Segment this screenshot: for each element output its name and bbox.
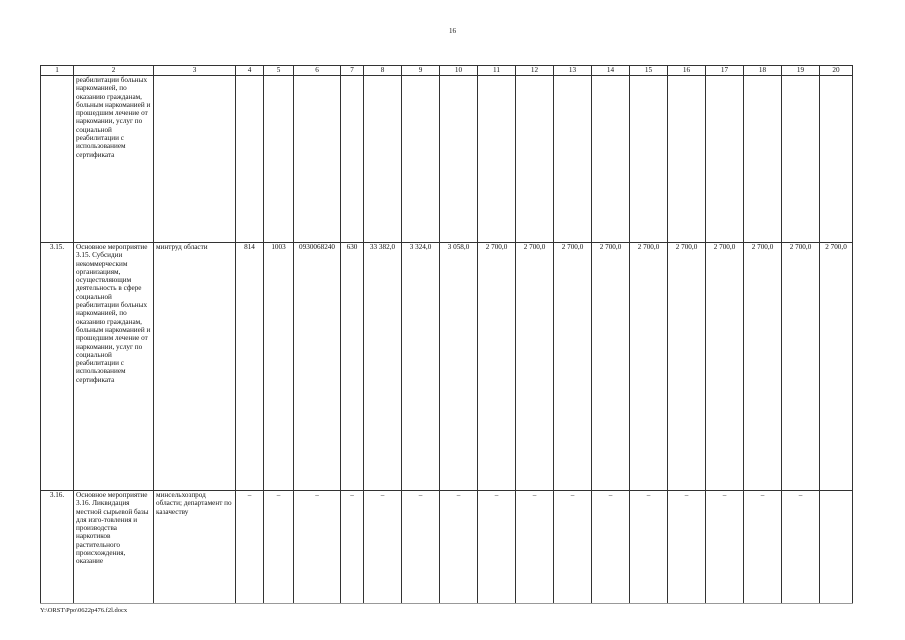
- table-cell: 2 700,0: [516, 243, 554, 491]
- table-cell: 0930068240: [294, 243, 341, 491]
- column-header: 8: [364, 66, 402, 76]
- table-cell: 2 700,0: [668, 243, 706, 491]
- column-header: 15: [630, 66, 668, 76]
- measure-name-cell: реабилитации больных наркоманией, по оказанию гражданам, больным наркоманией и прошедшим лечение от наркомании, услуг по социальной реабилитации с использованием сертификата: [74, 76, 154, 243]
- table-cell: –: [554, 491, 592, 604]
- column-header: 7: [341, 66, 364, 76]
- table-cell: 2 700,0: [782, 243, 820, 491]
- column-header: 14: [592, 66, 630, 76]
- table-cell: [668, 76, 706, 243]
- table-cell: [402, 76, 440, 243]
- table-cell: –: [516, 491, 554, 604]
- table-cell: [820, 76, 853, 243]
- table-cell: [820, 491, 853, 604]
- column-header: 16: [668, 66, 706, 76]
- table-cell: [294, 76, 341, 243]
- table-cell: [744, 76, 782, 243]
- executor-cell: минсельхозпрод области; департамент по казачеству: [154, 491, 236, 604]
- table-cell: –: [264, 491, 294, 604]
- column-header: 3: [154, 66, 236, 76]
- table-cell: 3.15.: [41, 243, 74, 491]
- table-cell: 2 700,0: [554, 243, 592, 491]
- table-cell: [41, 76, 74, 243]
- table-cell: [516, 76, 554, 243]
- table-row: [41, 243, 853, 491]
- table-cell: –: [236, 491, 264, 604]
- table-cell: 2 700,0: [744, 243, 782, 491]
- column-header: 6: [294, 66, 341, 76]
- column-header: 1: [41, 66, 74, 76]
- column-header: 19: [782, 66, 820, 76]
- table-cell: –: [706, 491, 744, 604]
- table-cell: [264, 76, 294, 243]
- table-cell: [592, 76, 630, 243]
- measure-name-cell: Основное мероприятие 3.16. Ликвидация местной сырьевой базы для изго-товления и производства наркотиков растительного происхождения, оказание: [74, 491, 154, 604]
- program-table: [40, 65, 853, 604]
- table-cell: [554, 76, 592, 243]
- measure-name-cell: Основное мероприятие 3.15. Субсидии некоммерческим организациям, осуществляющим деятельность в сфере социальной реабилитации больных наркоманией, по оказанию гражданам, больным наркоманией и прошедшим лечение от наркомании, услуг по социальной реабилитации с использованием сертификата: [74, 243, 154, 491]
- table-cell: 2 700,0: [478, 243, 516, 491]
- column-header: 13: [554, 66, 592, 76]
- table-cell: –: [364, 491, 402, 604]
- column-header: 20: [820, 66, 853, 76]
- table-cell: –: [294, 491, 341, 604]
- column-header: 17: [706, 66, 744, 76]
- table-row: [41, 491, 853, 604]
- table-cell: 2 700,0: [592, 243, 630, 491]
- table-cell: –: [402, 491, 440, 604]
- page-number: 16: [449, 27, 456, 35]
- table-cell: –: [630, 491, 668, 604]
- table-cell: –: [341, 491, 364, 604]
- column-header: 4: [236, 66, 264, 76]
- table-cell: 630: [341, 243, 364, 491]
- table-cell: [236, 76, 264, 243]
- table-cell: [630, 76, 668, 243]
- table-cell: 1003: [264, 243, 294, 491]
- file-path-footer: Y:\ORST\Ppo\0622p476.f2l.docx: [40, 607, 128, 614]
- table-cell: [440, 76, 478, 243]
- column-header: 9: [402, 66, 440, 76]
- table-cell: [341, 76, 364, 243]
- executor-cell: минтруд области: [154, 243, 236, 491]
- table-cell: [706, 76, 744, 243]
- table-cell: –: [744, 491, 782, 604]
- table-cell: 2 700,0: [630, 243, 668, 491]
- column-header: 11: [478, 66, 516, 76]
- table-cell: –: [592, 491, 630, 604]
- table-cell: 33 382,0: [364, 243, 402, 491]
- table-cell: 2 700,0: [820, 243, 853, 491]
- table-cell: 3 324,0: [402, 243, 440, 491]
- table-cell: –: [440, 491, 478, 604]
- column-header: 12: [516, 66, 554, 76]
- header-row: [41, 66, 853, 76]
- table-cell: 3.16.: [41, 491, 74, 604]
- table-cell: –: [782, 491, 820, 604]
- table-cell: –: [478, 491, 516, 604]
- table-cell: –: [668, 491, 706, 604]
- executor-cell: [154, 76, 236, 243]
- table-cell: 3 058,0: [440, 243, 478, 491]
- table-cell: 814: [236, 243, 264, 491]
- table-cell: [364, 76, 402, 243]
- column-header: 10: [440, 66, 478, 76]
- table-cell: [478, 76, 516, 243]
- table-cell: [782, 76, 820, 243]
- column-header: 18: [744, 66, 782, 76]
- table-row: [41, 76, 853, 243]
- column-header: 5: [264, 66, 294, 76]
- column-header: 2: [74, 66, 154, 76]
- table-cell: 2 700,0: [706, 243, 744, 491]
